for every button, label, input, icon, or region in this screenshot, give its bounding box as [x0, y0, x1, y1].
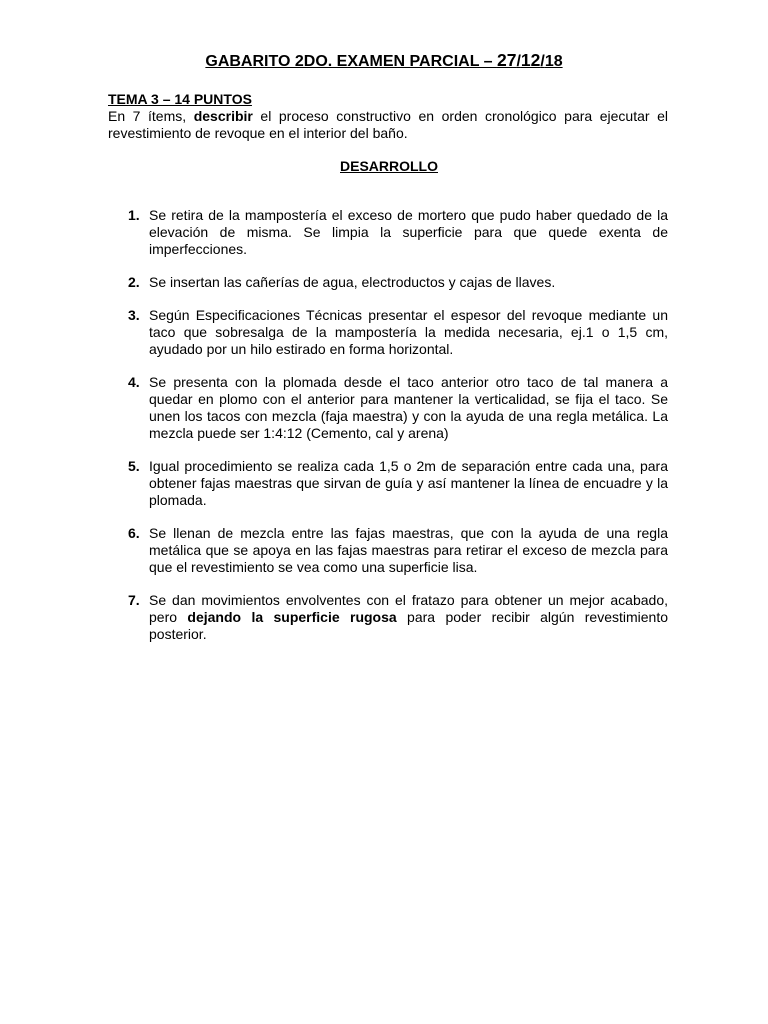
- title-day: 27: [496, 50, 517, 70]
- section-heading: DESARROLLO: [340, 158, 438, 174]
- item-text: Se retira de la mampostería el exceso de mortero que pudo haber quedado de la elevación de misma. Se limpia la superficie para que quede exenta de imperfecciones.: [149, 207, 668, 257]
- instructions-paragraph: [108, 108, 668, 142]
- title-month: 12: [520, 50, 541, 70]
- item-text-before: Se dan movimientos envolventes con el fratazo para obtener un mejor acabado, pero: [149, 592, 668, 625]
- item-text: Igual procedimiento se realiza cada 1,5 o 2m de separación entre cada una, para obtener fajas maestras que sirvan de guía y así mantener la línea de encuadre y la plomada.: [149, 458, 668, 508]
- title-prefix: GABARITO 2DO. EXAMEN PARCIAL –: [205, 53, 497, 70]
- item-number: 5.: [128, 458, 140, 474]
- item-text: Según Especificaciones Técnicas presentar el espesor del revoque mediante un taco que sobresalga de la mampostería la medida necesaria, ej.1 o 1,5 cm, ayudado por un hilo estirado en forma horizontal.: [149, 307, 668, 357]
- list-item: [118, 458, 668, 509]
- list-item: [118, 374, 668, 442]
- item-text-bold: dejando la superficie rugosa: [187, 609, 397, 625]
- list-item: [118, 307, 668, 358]
- item-number: 2.: [128, 274, 140, 290]
- instructions-after: el proceso constructivo en orden cronológico para ejecutar el revestimiento de revoque en el interior del baño.: [108, 108, 669, 141]
- item-number: 1.: [128, 207, 140, 223]
- list-item: [118, 207, 668, 258]
- title-sep-2: /: [540, 53, 545, 70]
- title-sep-1: /: [516, 53, 521, 70]
- document-title: [0, 50, 768, 71]
- list-item: [118, 525, 668, 576]
- item-text: Se insertan las cañerías de agua, electroductos y cajas de llaves.: [149, 274, 556, 290]
- item-text: Se llenan de mezcla entre las fajas maestras, que con la ayuda de una regla metálica que se apoya en las fajas maestras para retirar el exceso de mezcla para que el revestimiento se vea como una superficie lisa.: [149, 525, 668, 575]
- list-item: [118, 592, 668, 643]
- item-text: Se presenta con la plomada desde el taco anterior otro taco de tal manera a quedar en plomo con el anterior para mantener la verticalidad, se fija el taco. Se unen los tacos con mezcla (faja maestra) y con la ayuda de una regla metálica. La mezcla puede ser 1:4:12 (Cemento, cal y arena): [149, 374, 668, 441]
- tema-heading: TEMA 3 – 14 PUNTOS: [108, 91, 252, 107]
- item-number: 7.: [128, 592, 140, 608]
- title-year: 18: [544, 53, 563, 70]
- item-number: 6.: [128, 525, 140, 541]
- instructions-bold: describir: [193, 108, 253, 124]
- instructions-before: En 7 ítems,: [108, 108, 194, 124]
- list-item: [118, 274, 668, 291]
- item-number: 4.: [128, 374, 140, 390]
- steps-list: [118, 207, 668, 659]
- item-number: 3.: [128, 307, 140, 323]
- item-text-after: para poder recibir algún revestimiento posterior.: [149, 609, 669, 642]
